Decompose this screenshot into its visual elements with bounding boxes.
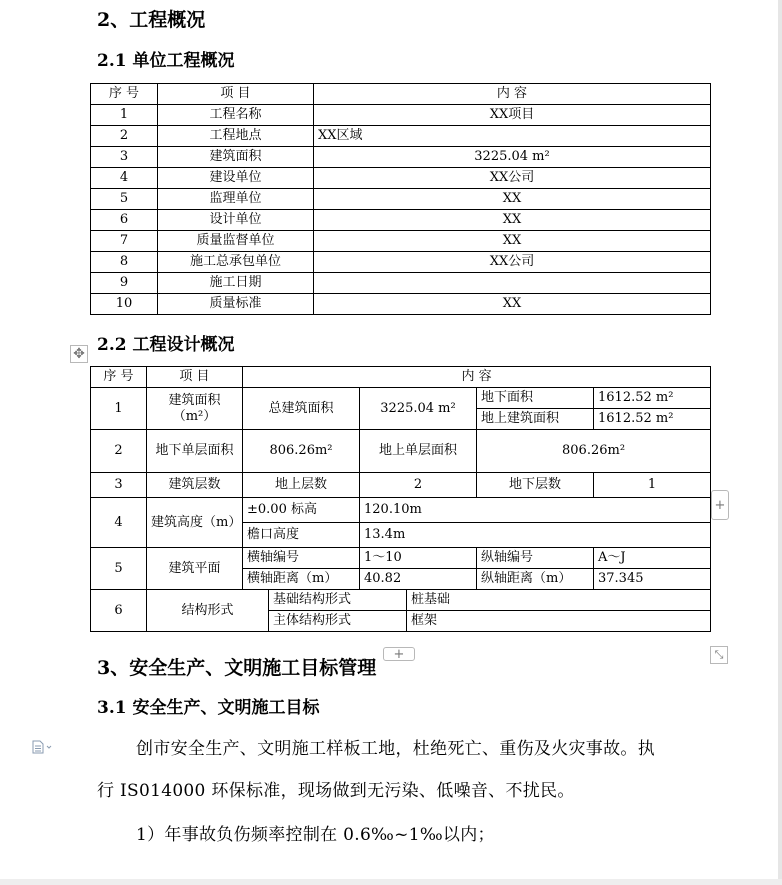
cell: 3 (91, 473, 147, 498)
table-row (91, 294, 711, 315)
cell: 建筑面积 (158, 147, 314, 168)
table-row (91, 273, 711, 294)
cell: 地下单层面积 (147, 430, 243, 473)
cell: 桩基础 (407, 590, 711, 611)
cell: 7 (91, 231, 158, 252)
cell: 工程名称 (158, 105, 314, 126)
table-row (91, 473, 711, 498)
cell: 13.4m (360, 523, 711, 548)
cell: 纵轴距离（m） (477, 569, 594, 590)
cell: 3225.04 m² (314, 147, 711, 168)
table-row (91, 147, 711, 168)
cell: 120.10m (360, 498, 711, 523)
cell: 8 (91, 252, 158, 273)
cell: XX (314, 294, 711, 315)
cell: 设计单位 (158, 210, 314, 231)
cell (314, 273, 711, 294)
table-row (91, 168, 711, 189)
cell: 5 (91, 189, 158, 210)
cell: 4 (91, 498, 147, 548)
cell: 2 (91, 126, 158, 147)
table-row (91, 210, 711, 231)
cell: XX项目 (314, 105, 711, 126)
table-row (91, 498, 711, 523)
add-row-plus-icon[interactable]: + (383, 647, 415, 661)
table-row (91, 430, 711, 473)
cell: 建设单位 (158, 168, 314, 189)
cell: 1～10 (360, 548, 477, 569)
cell: 6 (91, 590, 147, 632)
header-cell: 内 容 (243, 367, 711, 388)
cell: 地下层数 (477, 473, 594, 498)
cell: 工程地点 (158, 126, 314, 147)
cell: 地下面积 (477, 388, 594, 409)
cell: 建筑平面 (147, 548, 243, 590)
cell: XX (314, 210, 711, 231)
cell: 结构形式 (147, 590, 269, 632)
cell: 建筑面积（m²） (147, 388, 243, 430)
header-cell: 序 号 (91, 84, 158, 105)
add-column-plus-icon[interactable]: + (711, 490, 729, 520)
table-row (91, 189, 711, 210)
table-header-row (91, 84, 711, 105)
header-cell: 内 容 (314, 84, 711, 105)
table-row (91, 388, 711, 409)
status-strip (0, 879, 782, 885)
cell: 监理单位 (158, 189, 314, 210)
cell: 806.26m² (477, 430, 711, 473)
cell: XX区域 (314, 126, 711, 147)
cell: 1612.52 m² (594, 409, 711, 430)
cell: 主体结构形式 (269, 611, 407, 632)
header-cell: 项 目 (147, 367, 243, 388)
cell: 3 (91, 147, 158, 168)
header-cell: 序 号 (91, 367, 147, 388)
cell: 5 (91, 548, 147, 590)
cell: 基础结构形式 (269, 590, 407, 611)
cell: 1 (91, 105, 158, 126)
cell: 建筑层数 (147, 473, 243, 498)
table-row (91, 126, 711, 147)
cell: 地上单层面积 (360, 430, 477, 473)
cell: 施工日期 (158, 273, 314, 294)
paragraph-line: 行 IS014000 环保标准，现场做到无污染、低噪音、不扰民。 (97, 781, 575, 801)
cell: A～J (594, 548, 711, 569)
cell: 质量标准 (158, 294, 314, 315)
move-cross-icon[interactable]: ✥ (70, 345, 88, 363)
table-row (91, 252, 711, 273)
cell: 横轴距离（m） (243, 569, 360, 590)
cell: 总建筑面积 (243, 388, 360, 430)
cell: 地上建筑面积 (477, 409, 594, 430)
cell: 框架 (407, 611, 711, 632)
cell: XX (314, 231, 711, 252)
cell: 横轴编号 (243, 548, 360, 569)
table-row (91, 548, 711, 569)
cell: 2 (360, 473, 477, 498)
cell: 6 (91, 210, 158, 231)
table-header-row (91, 367, 711, 388)
cell: 1 (91, 388, 147, 430)
cell: XX公司 (314, 252, 711, 273)
cell: 37.345 (594, 569, 711, 590)
section-2-2-heading: 2.2 工程设计概况 (97, 335, 235, 355)
cell: XX公司 (314, 168, 711, 189)
unit-overview-table (90, 83, 711, 315)
design-overview-table (90, 366, 711, 632)
table-row (91, 105, 711, 126)
cell: 2 (91, 430, 147, 473)
table-row (91, 231, 711, 252)
list-item: 1）年事故负伤频率控制在 0.6‰~1‰以内； (136, 825, 495, 845)
section-3-heading: 3、安全生产、文明施工目标管理 (97, 657, 377, 679)
cell: 10 (91, 294, 158, 315)
section-3-1-heading: 3.1 安全生产、文明施工目标 (97, 698, 320, 718)
cell: 806.26m² (243, 430, 360, 473)
resize-diagonal-icon[interactable]: ⤡ (710, 646, 728, 664)
cell: ±0.00 标高 (243, 498, 360, 523)
cell: 9 (91, 273, 158, 294)
section-2-heading: 2、工程概况 (97, 9, 206, 31)
section-2-1-heading: 2.1 单位工程概况 (97, 51, 235, 71)
cell: 4 (91, 168, 158, 189)
table-row (91, 590, 711, 611)
cell: 檐口高度 (243, 523, 360, 548)
cell: 纵轴编号 (477, 548, 594, 569)
cell: 施工总承包单位 (158, 252, 314, 273)
document-icon[interactable] (32, 740, 54, 754)
cell: 3225.04 m² (360, 388, 477, 430)
paragraph-line: 创市安全生产、文明施工样板工地，杜绝死亡、重伤及火灾事故。执 (136, 739, 655, 759)
cell: 40.82 (360, 569, 477, 590)
cell: XX (314, 189, 711, 210)
cell: 地上层数 (243, 473, 360, 498)
cell: 建筑高度（m） (147, 498, 243, 548)
cell: 1 (594, 473, 711, 498)
scrollbar-track[interactable] (778, 0, 782, 885)
cell: 质量监督单位 (158, 231, 314, 252)
cell: 1612.52 m² (594, 388, 711, 409)
header-cell: 项 目 (158, 84, 314, 105)
